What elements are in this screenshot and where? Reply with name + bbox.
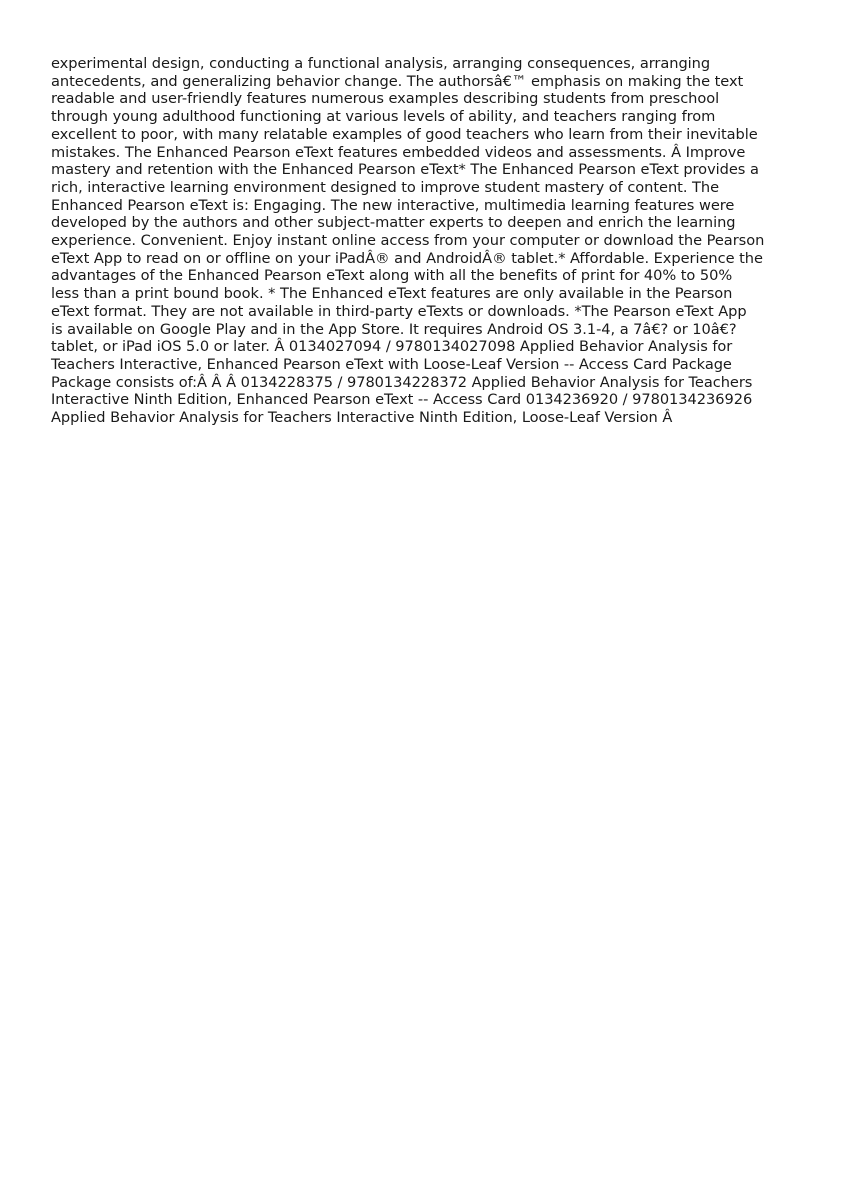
body-paragraph bbox=[51, 55, 796, 427]
text-line: Teachers Interactive, Enhanced Pearson eText with Loose-Leaf Version -- Access Card Package bbox=[51, 355, 732, 373]
text-line: Applied Behavior Analysis for Teachers Interactive Ninth Edition, Loose-Leaf Version Â bbox=[51, 409, 673, 427]
text-line: readable and user-friendly features numerous examples describing students from preschool bbox=[51, 90, 720, 108]
text-line: rich, interactive learning environment designed to improve student mastery of content. The bbox=[51, 178, 720, 196]
text-line: Package consists of:Â Â Â 0134228375 / 9780134228372 Applied Behavior Analysis for Teachers bbox=[51, 373, 753, 391]
text-line: Enhanced Pearson eText is: Engaging. The new interactive, multimedia learning features were bbox=[51, 196, 735, 214]
text-line: mastery and retention with the Enhanced Pearson eText* The Enhanced Pearson eText provides a bbox=[51, 161, 759, 179]
text-line: tablet, or iPad iOS 5.0 or later. Â 0134027094 / 9780134027098 Applied Behavior Analysis for bbox=[51, 338, 733, 356]
text-line: antecedents, and generalizing behavior change. The authorsâ€™ emphasis on making the text bbox=[51, 72, 744, 90]
text-line: developed by the authors and other subject-matter experts to deepen and enrich the learning bbox=[51, 214, 736, 232]
text-line: eText format. They are not available in third-party eTexts or downloads. *The Pearson eText App bbox=[51, 302, 747, 320]
text-line: advantages of the Enhanced Pearson eText along with all the benefits of print for 40% to 50% bbox=[51, 267, 733, 285]
text-line: is available on Google Play and in the App Store. It requires Android OS 3.1-4, a 7â€? or 10â€? bbox=[51, 320, 737, 338]
document-page bbox=[51, 55, 796, 427]
text-line: experimental design, conducting a functional analysis, arranging consequences, arranging bbox=[51, 55, 711, 72]
text-line: mistakes. The Enhanced Pearson eText features embedded videos and assessments. Â Improve bbox=[51, 143, 746, 161]
text-line: through young adulthood functioning at various levels of ability, and teachers ranging from bbox=[51, 108, 716, 126]
text-line: excellent to poor, with many relatable examples of good teachers who learn from their inevitable bbox=[51, 125, 758, 143]
text-line: less than a print bound book. * The Enhanced eText features are only available in the Pearson bbox=[51, 285, 733, 303]
text-line: Interactive Ninth Edition, Enhanced Pearson eText -- Access Card 0134236920 / 9780134236926 bbox=[51, 391, 753, 409]
text-line: eText App to read on or offline on your iPadÂ® and AndroidÂ® tablet.* Affordable. Experience the bbox=[51, 249, 763, 267]
text-line: experience. Convenient. Enjoy instant online access from your computer or download the Pearson bbox=[51, 232, 765, 250]
